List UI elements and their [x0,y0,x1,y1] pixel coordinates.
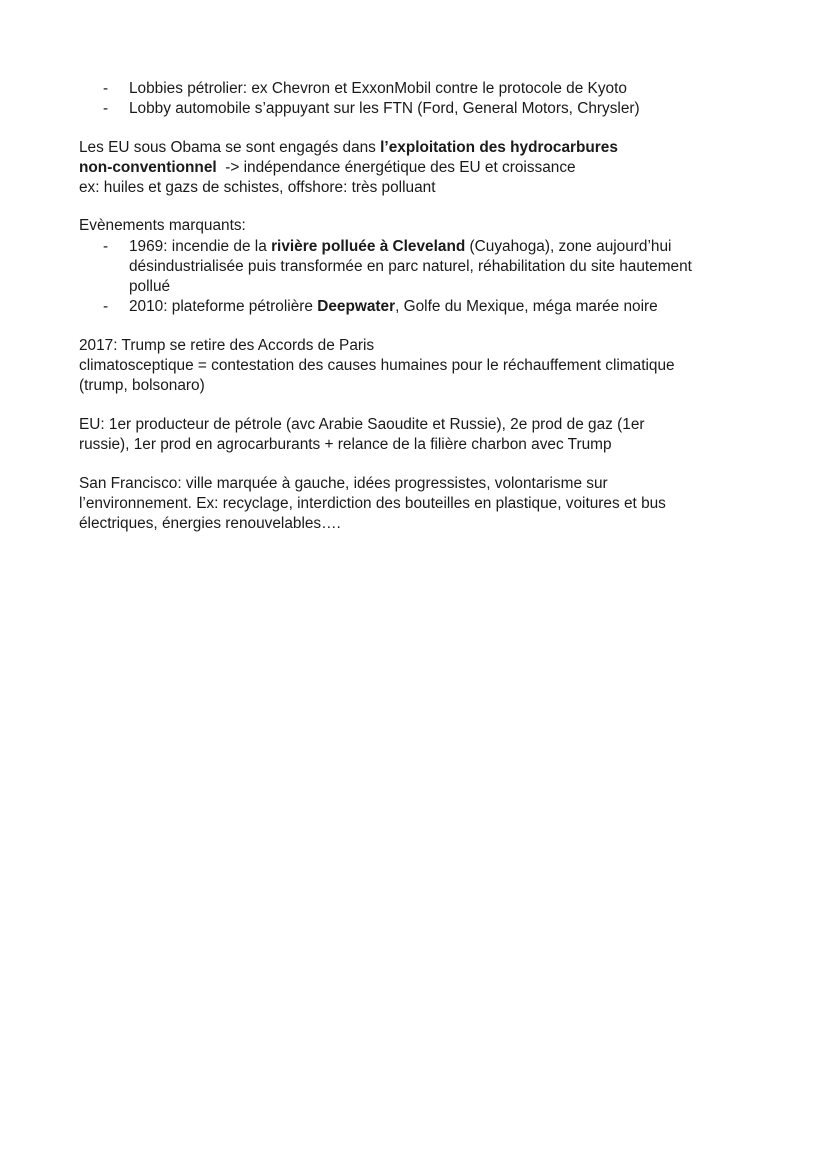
obama-text: -> indépendance énergétique des EU et croissance [216,159,576,176]
list-item [79,79,779,99]
trump-text: 2017: Trump se retire des Accords de Paris [79,337,375,354]
event-text: , Golfe du Mexique, méga marée noire [395,298,658,315]
san-francisco-paragraph [79,474,759,534]
trump-paragraph [79,336,759,396]
obama-bold-text: l’exploitation des hydrocarbures [380,139,618,156]
list-item [79,297,779,317]
obama-paragraph [79,138,759,198]
event-text: (Cuyahoga), zone aujourd’hui [465,238,672,255]
event-text: 2010: plateforme pétrolière [129,298,318,315]
eu-paragraph [79,415,759,455]
lobbies-list [79,79,779,119]
obama-text: ex: huiles et gazs de schistes, offshore: très polluant [79,179,436,196]
list-item [79,237,779,297]
event-bold-text: rivière polluée à Cleveland [271,238,466,255]
list-item-text: Lobbies pétrolier: ex Chevron et ExxonMobil contre le protocole de Kyoto [129,80,627,97]
dash-bullet: - [103,80,109,97]
list-item [79,99,779,119]
dash-bullet: - [103,238,109,255]
sf-text: l’environnement. Ex: recyclage, interdiction des bouteilles en plastique, voitures et bus [79,495,666,512]
event-text: pollué [129,278,171,295]
sf-text: électriques, énergies renouvelables…. [79,515,341,532]
events-list [79,237,779,317]
obama-bold-text: non-conventionnel [79,159,217,176]
event-bold-text: Deepwater [317,298,396,315]
list-item-text: Lobby automobile s’appuyant sur les FTN (Ford, General Motors, Chrysler) [129,100,640,117]
trump-text: climatosceptique = contestation des causes humaines pour le réchauffement climatique [79,357,675,374]
event-text: désindustrialisée puis transformée en parc naturel, réhabilitation du site hautement [129,258,692,275]
dash-bullet: - [103,100,109,117]
trump-text: (trump, bolsonaro) [79,377,205,394]
dash-bullet: - [103,298,109,315]
eu-text: EU: 1er producteur de pétrole (avc Arabie Saoudite et Russie), 2e prod de gaz (1er [79,416,645,433]
obama-text: Les EU sous Obama se sont engagés dans [79,139,381,156]
event-text: 1969: incendie de la [129,238,272,255]
eu-text: russie), 1er prod en agrocarburants + relance de la filière charbon avec Trump [79,436,612,453]
events-heading: Evènements marquants: [79,217,246,234]
sf-text: San Francisco: ville marquée à gauche, idées progressistes, volontarisme sur [79,475,608,492]
